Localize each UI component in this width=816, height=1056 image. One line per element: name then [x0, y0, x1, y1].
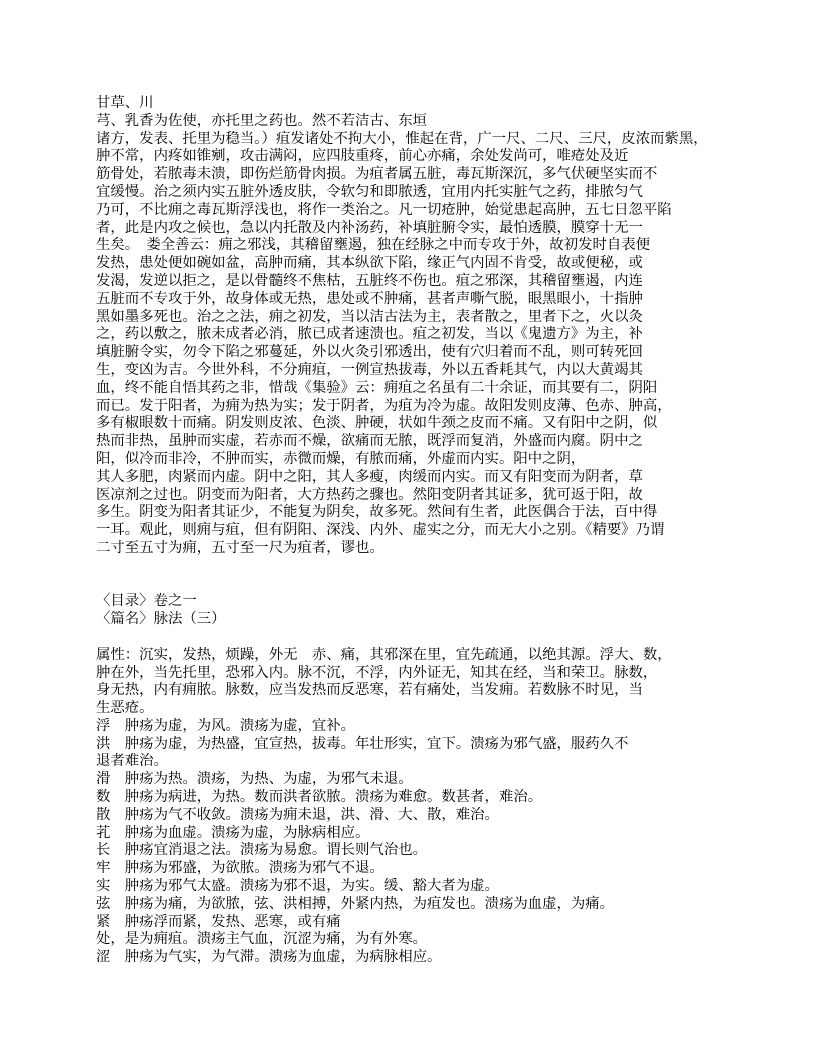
document-text	[96, 95, 744, 967]
text-line: 数 肿疡为病进，为热。数而洪者欲脓。溃疡为难愈。数甚者，难治。	[96, 789, 543, 806]
text-line: 洪 肿疡为虚，为热盛，宜宣热，拔毒。年壮形实，宜下。溃疡为邪气盛，服药久不	[96, 735, 629, 752]
text-line: 〈目录〉卷之一	[96, 593, 197, 610]
text-line: 肿不常，内疼如锥剜，攻击满闷，应四肢重疼，前心亦痛，余处发尚可，唯疮处及近	[96, 148, 629, 165]
text-line: 宜缓慢。治之须内实五脏外透皮肤，令软匀和即脓透，宜用内托实脏气之药，排脓匀气	[96, 183, 643, 200]
text-line: 其人多肥，肉紧而内虚。阴中之阳，其人多瘦，肉缓而内实。而又有阳变而为阴者，草	[96, 468, 643, 485]
text-line	[96, 576, 744, 594]
text-line: 处，是为痈疽。溃疡主气血，沉涩为痛，为有外寒。	[96, 931, 427, 948]
text-line: 发热，患处便如碗如盆，高肿而痛，其本纵欲下陷，缘正气内固不肯受，故或便秘，或	[96, 255, 643, 272]
text-line: 退者难治。	[96, 753, 168, 770]
text-line: 〈篇名〉脉法（三）	[96, 611, 226, 628]
text-line: 筋骨处，若脓毒未溃，即伤烂筋骨肉损。为疽者属五脏，毒瓦斯深沉，多气伏硬坚实而不	[96, 166, 658, 183]
text-line: 热而非热，虽肿而实虚，若赤而不燥，欲痛而无脓，既浮而复消，外盛而内腐。阴中之	[96, 433, 643, 450]
text-line: 血，终不能自悟其药之非，惜哉《集验》云：痈疽之名虽有二十余证，而其要有二，阴阳	[96, 379, 658, 396]
text-line: 乃可，不比痈之毒瓦斯浮浅也，将作一类治之。凡一切疮肿，始觉患起高肿，五七日忽平陷	[96, 201, 672, 218]
text-line: 属性：沉实，发热，烦躁，外无 赤、痛，其邪深在里，宜先疏通，以绝其源。浮大、数，	[96, 646, 672, 663]
text-line: 诸方，发表、托里为稳当。）疽发诸处不拘大小，惟起在背，广一尺、二尺、三尺，皮浓而紫黑，	[96, 130, 708, 147]
text-line: 芎、乳香为佐使，亦托里之药也。然不若洁古、东垣	[96, 112, 427, 129]
text-line: 浮 肿疡为虚，为风。溃疡为虚，宜补。	[96, 717, 356, 734]
text-line: 五脏而不专攻于外，故身体或无热，患处或不肿痛，甚者声嘶气脱，眼黑眼小，十指肿	[96, 290, 643, 307]
text-line: 紧 肿疡浮而紧，发热、恶寒，或有痛	[96, 913, 341, 930]
text-line: 弦 肿疡为痛，为欲脓，弦、洪相搏，外紧内热，为疽发也。溃疡为血虚，为痛。	[96, 895, 615, 912]
text-line: 身无热，内有痈脓。脉数，应当发热而反恶寒，若有痛处，当发痈。若数脉不时见，当	[96, 682, 643, 699]
text-line: 涩 肿疡为气实，为气滞。溃疡为血虚，为病脉相应。	[96, 949, 442, 966]
text-line: 发渴，发逆以拒之，是以骨髓终不焦枯，五脏终不伤也。疽之邪深，其稽留壅遏，内连	[96, 272, 643, 289]
text-line: 黑如墨多死也。治之之法，痈之初发，当以洁古法为主，表者散之，里者下之，火以灸	[96, 308, 643, 325]
text-line	[96, 629, 744, 647]
text-line: 一耳。观此，则痈与疽，但有阴阳、深浅、内外、虚实之分，而无大小之别。《精要》乃谓	[96, 522, 665, 539]
text-line: 之，药以敷之，脓未成者必消，脓已成者速溃也。疽之初发，当以《鬼遗方》为主，补	[96, 326, 643, 343]
text-line: 芤 肿疡为血虚。溃疡为虚，为脉病相应。	[96, 824, 370, 841]
text-line: 滑 肿疡为热。溃疡，为热、为虚，为邪气未退。	[96, 771, 413, 788]
text-line: 生恶疮。	[96, 700, 154, 717]
text-line: 生，变凶为吉。今世外科，不分痈疽，一例宣热拔毒，外以五香耗其气，内以大黄竭其	[96, 361, 643, 378]
text-line: 长 肿疡宜消退之法。溃疡为易愈。谓长则气治也。	[96, 842, 427, 859]
text-line: 甘草、川	[96, 95, 154, 111]
text-line: 者，此是内攻之候也，急以内托散及内补汤药，补填脏腑令实，最怕透膜，膜穿十无一	[96, 219, 643, 236]
text-line: 二寸至五寸为痈，五寸至一尺为疽者，谬也。	[96, 539, 384, 556]
text-line: 阳，似冷而非冷，不肿而实，赤微而燥，有脓而痛，外虚而内实。阳中之阴，	[96, 450, 586, 467]
text-line: 实 肿疡为邪气太盛。溃疡为邪不退，为实。缓、豁大者为虚。	[96, 878, 499, 895]
text-line: 多有椒眼数十而痛。阴发则皮浓、色淡、肿硬，状如牛颈之皮而不痛。又有阳中之阴，似	[96, 415, 658, 432]
text-line: 牢 肿疡为邪盛，为欲脓。溃疡为邪气不退。	[96, 860, 384, 877]
text-line: 肿在外，当先托里，恐邪入内。脉不沉，不浮，内外证无，知其在经，当和荣卫。脉数，	[96, 664, 658, 681]
text-line: 而已。发于阳者，为痈为热为实；发于阴者，为疽为冷为虚。故阳发则皮薄、色赤、肿高，	[96, 397, 672, 414]
text-line	[96, 558, 744, 576]
text-line: 多生。阴变为阳者其证少，不能复为阴矣，故多死。然间有生者，此医偶合于法，百中得	[96, 504, 658, 521]
text-line: 医凉剂之过也。阴变而为阳者，大方热药之骤也。然阳变阴者其证多，犹可返于阳，故	[96, 486, 643, 503]
text-line: 散 肿疡为气不收敛。溃疡为痈未退，洪、滑、大、散，难治。	[96, 806, 499, 823]
text-line: 生矣。 娄全善云：痈之邪浅，其稽留壅遏，独在经脉之中而专攻于外，故初发时自表便	[96, 237, 651, 254]
text-line: 填脏腑令实，勿令下陷之邪蔓延，外以火灸引邪透出，使有穴归着而不乱，则可转死回	[96, 344, 643, 361]
